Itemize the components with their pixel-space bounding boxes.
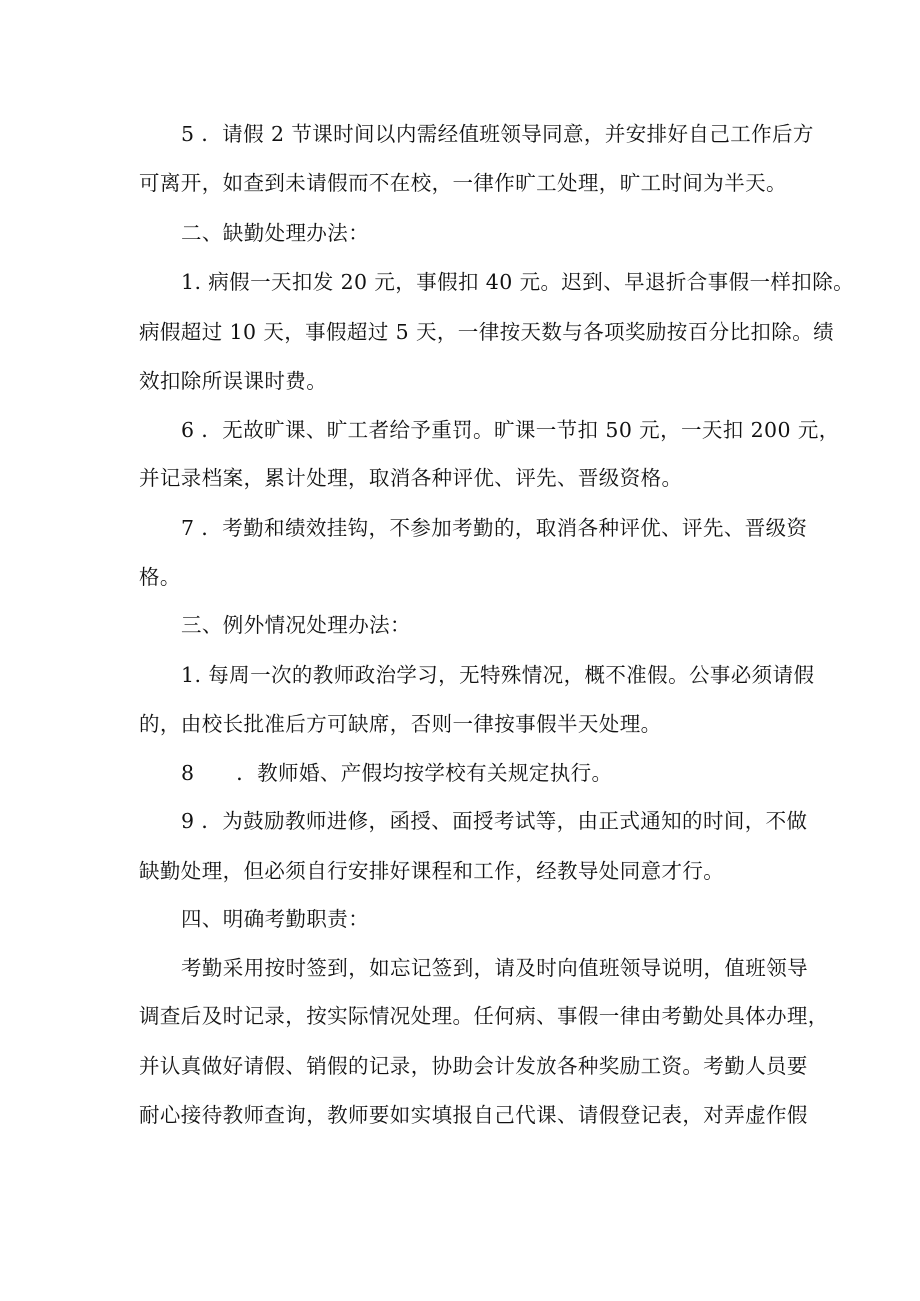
text-line-4: 1. 病假一天扣发 20 元，事假扣 40 元。迟到、早退折合事假一样扣除。 [181,270,855,294]
text-line-19: 调查后及时记录，按实际情况处理。任何病、事假一律由考勤处具体办理， [139,1004,829,1028]
text-line-6: 效扣除所误课时费。 [139,369,328,393]
text-line-21: 耐心接待教师查询，教师要如实填报自己代课、请假登记表，对弄虚作假 [139,1103,808,1127]
text-line-16: 缺勤处理，但必须自行安排好课程和工作，经教导处同意才行。 [139,859,725,883]
text-line-2: 可离开，如查到未请假而不在校，一律作旷工处理，旷工时间为半天。 [139,171,787,195]
text-line-20: 并认真做好请假、销假的记录，协助会计发放各种奖励工资。考勤人员要 [139,1054,808,1078]
text-line-7: 6 ．无故旷课、旷工者给予重罚。旷课一节扣 50 元，一天扣 200 元， [181,418,840,442]
text-line-1: 5 ．请假 2 节课时间以内需经值班领导同意，并安排好自己工作后方 [181,122,814,146]
section-heading-2: 二、缺勤处理办法： [181,221,370,245]
text-line-18: 考勤采用按时签到，如忘记签到，请及时向值班领导说明，值班领导 [181,956,808,980]
text-line-15: 9 ．为鼓励教师进修，函授、面授考试等，由正式通知的时间，不做 [181,809,808,833]
text-line-5: 病假超过 10 天，事假超过 5 天，一律按天数与各项奖励按百分比扣除。绩 [139,320,834,344]
text-line-14: 8 ．教师婚、产假均按学校有关规定执行。 [181,761,613,785]
text-line-12: 1. 每周一次的教师政治学习，无特殊情况，概不准假。公事必须请假 [181,663,815,687]
text-line-8: 并记录档案，累计处理，取消各种评优、评先、晋级资格。 [139,466,683,490]
text-line-10: 格。 [139,565,181,589]
text-line-13: 的，由校长批准后方可缺席，否则一律按事假半天处理。 [139,712,662,736]
section-heading-4: 四、明确考勤职责： [181,907,370,931]
section-heading-3: 三、例外情况处理办法： [181,613,411,637]
text-line-9: 7 ．考勤和绩效挂钩，不参加考勤的，取消各种评优、评先、晋级资 [181,516,808,540]
